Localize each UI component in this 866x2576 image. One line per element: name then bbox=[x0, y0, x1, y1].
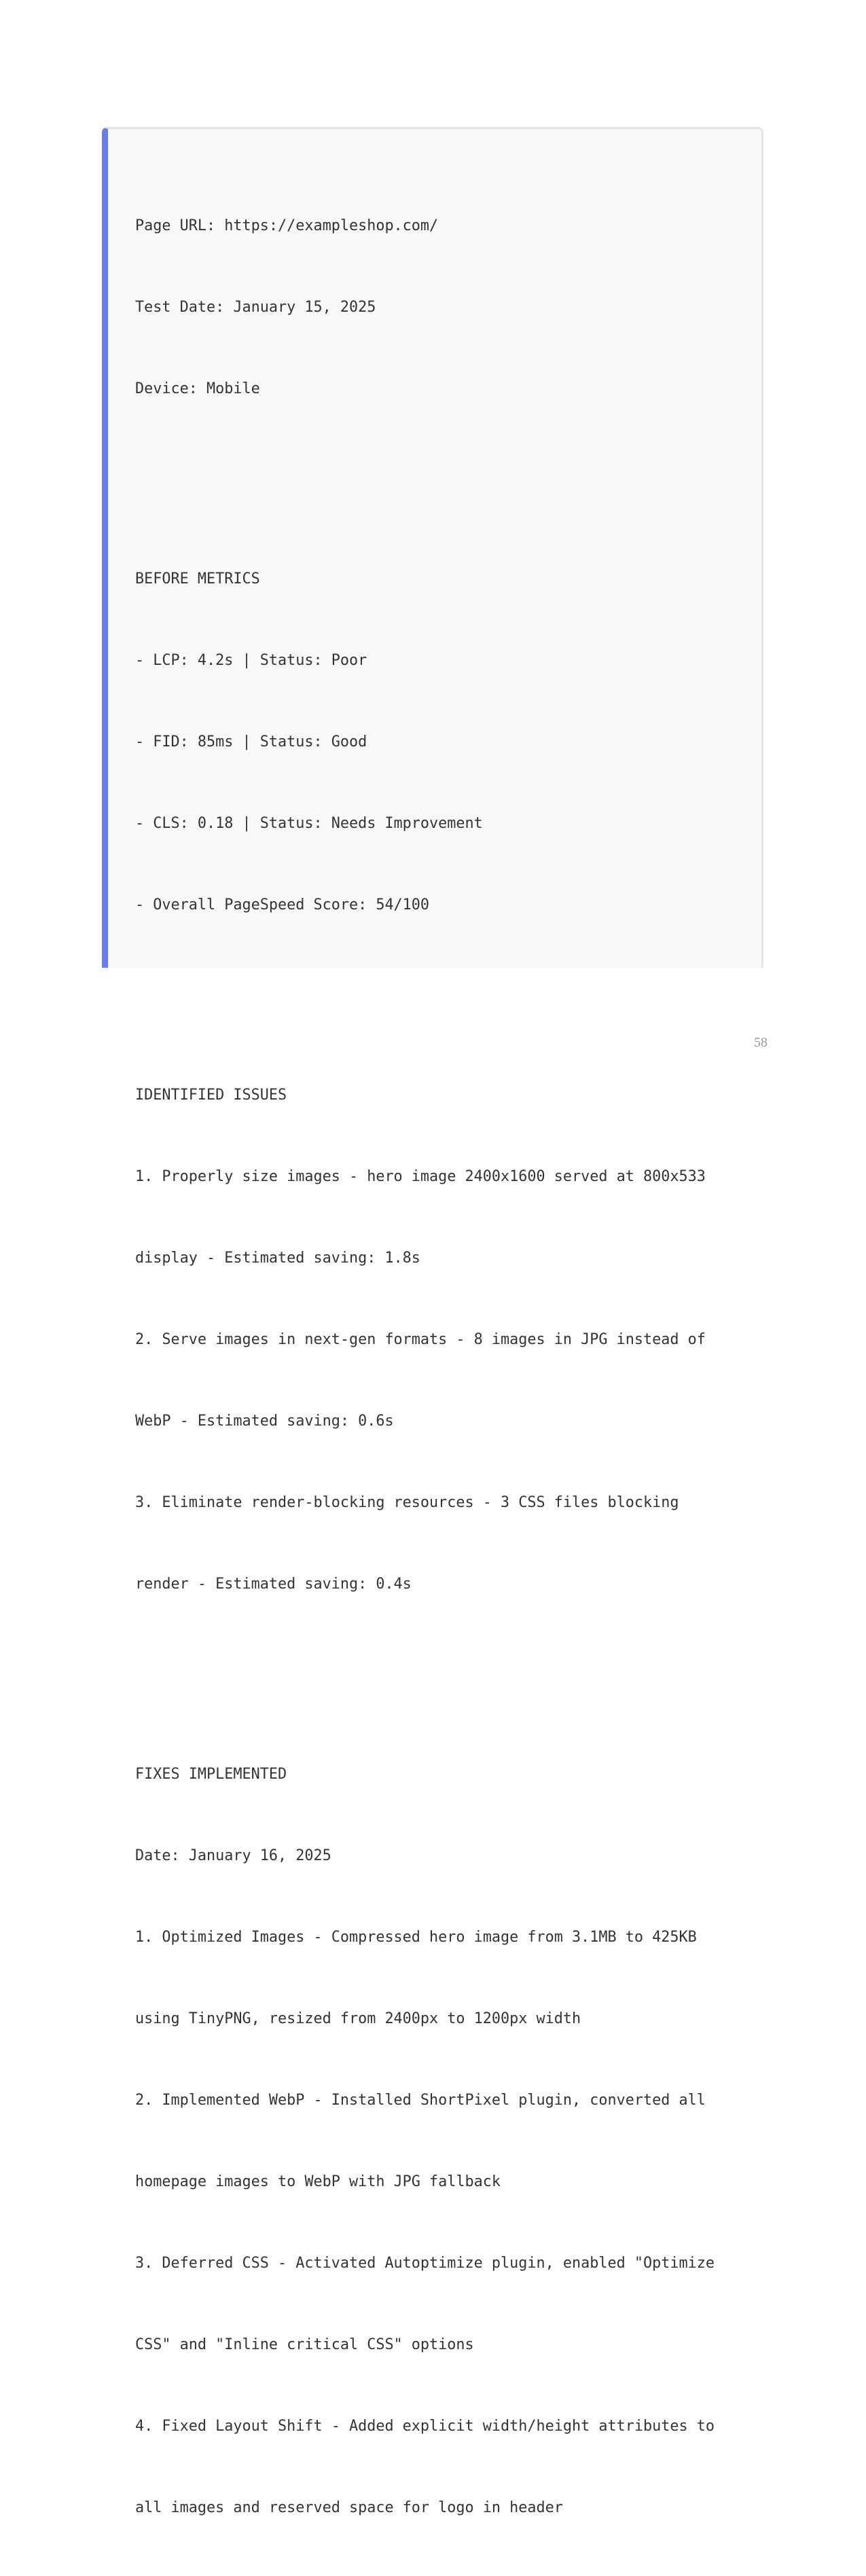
fix-line: 2. Implemented WebP - Installed ShortPixel plugin, converted all bbox=[135, 2092, 706, 2109]
metric-pagespeed-score: - Overall PageSpeed Score: 54/100 bbox=[135, 896, 430, 913]
metric-fid: - FID: 85ms | Status: Good bbox=[135, 733, 367, 750]
test-date-line: Test Date: January 15, 2025 bbox=[135, 299, 376, 316]
fix-line: 4. Fixed Layout Shift - Added explicit width/height attributes to bbox=[135, 2418, 715, 2435]
issue-line: render - Estimated saving: 0.4s bbox=[135, 1576, 412, 1593]
fix-line: homepage images to WebP with JPG fallback bbox=[135, 2173, 501, 2190]
page-url-line: Page URL: https://exampleshop.com/ bbox=[135, 217, 439, 234]
issue-line: 3. Eliminate render-blocking resources - 3 CSS files blocking bbox=[135, 1494, 679, 1511]
device-line: Device: Mobile bbox=[135, 380, 260, 397]
issue-line: 2. Serve images in next-gen formats - 8 images in JPG instead of bbox=[135, 1331, 706, 1348]
blank-line bbox=[135, 457, 715, 484]
fix-line: 1. Optimized Images - Compressed hero image from 3.1MB to 425KB bbox=[135, 1929, 697, 1946]
blank-line bbox=[135, 1652, 715, 1680]
metric-lcp: - LCP: 4.2s | Status: Poor bbox=[135, 652, 367, 669]
before-metrics-heading: BEFORE METRICS bbox=[135, 570, 260, 587]
fix-line: CSS" and "Inline critical CSS" options bbox=[135, 2336, 474, 2353]
blank-line bbox=[135, 973, 715, 1000]
page-number: 58 bbox=[754, 1035, 768, 1050]
report-text bbox=[135, 158, 715, 2576]
fixes-implemented-heading: FIXES IMPLEMENTED bbox=[135, 1766, 287, 1783]
metric-cls: - CLS: 0.18 | Status: Needs Improvement bbox=[135, 815, 483, 832]
issue-line: 1. Properly size images - hero image 2400x1600 served at 800x533 bbox=[135, 1168, 706, 1185]
fix-line: all images and reserved space for logo in header bbox=[135, 2499, 563, 2516]
fix-line: using TinyPNG, resized from 2400px to 1200px width bbox=[135, 2010, 581, 2027]
fixes-date-line: Date: January 16, 2025 bbox=[135, 1847, 331, 1864]
fix-line: 3. Deferred CSS - Activated Autoptimize plugin, enabled "Optimize bbox=[135, 2255, 715, 2272]
identified-issues-heading: IDENTIFIED ISSUES bbox=[135, 1087, 287, 1104]
issue-line: WebP - Estimated saving: 0.6s bbox=[135, 1413, 394, 1430]
issue-line: display - Estimated saving: 1.8s bbox=[135, 1250, 420, 1267]
